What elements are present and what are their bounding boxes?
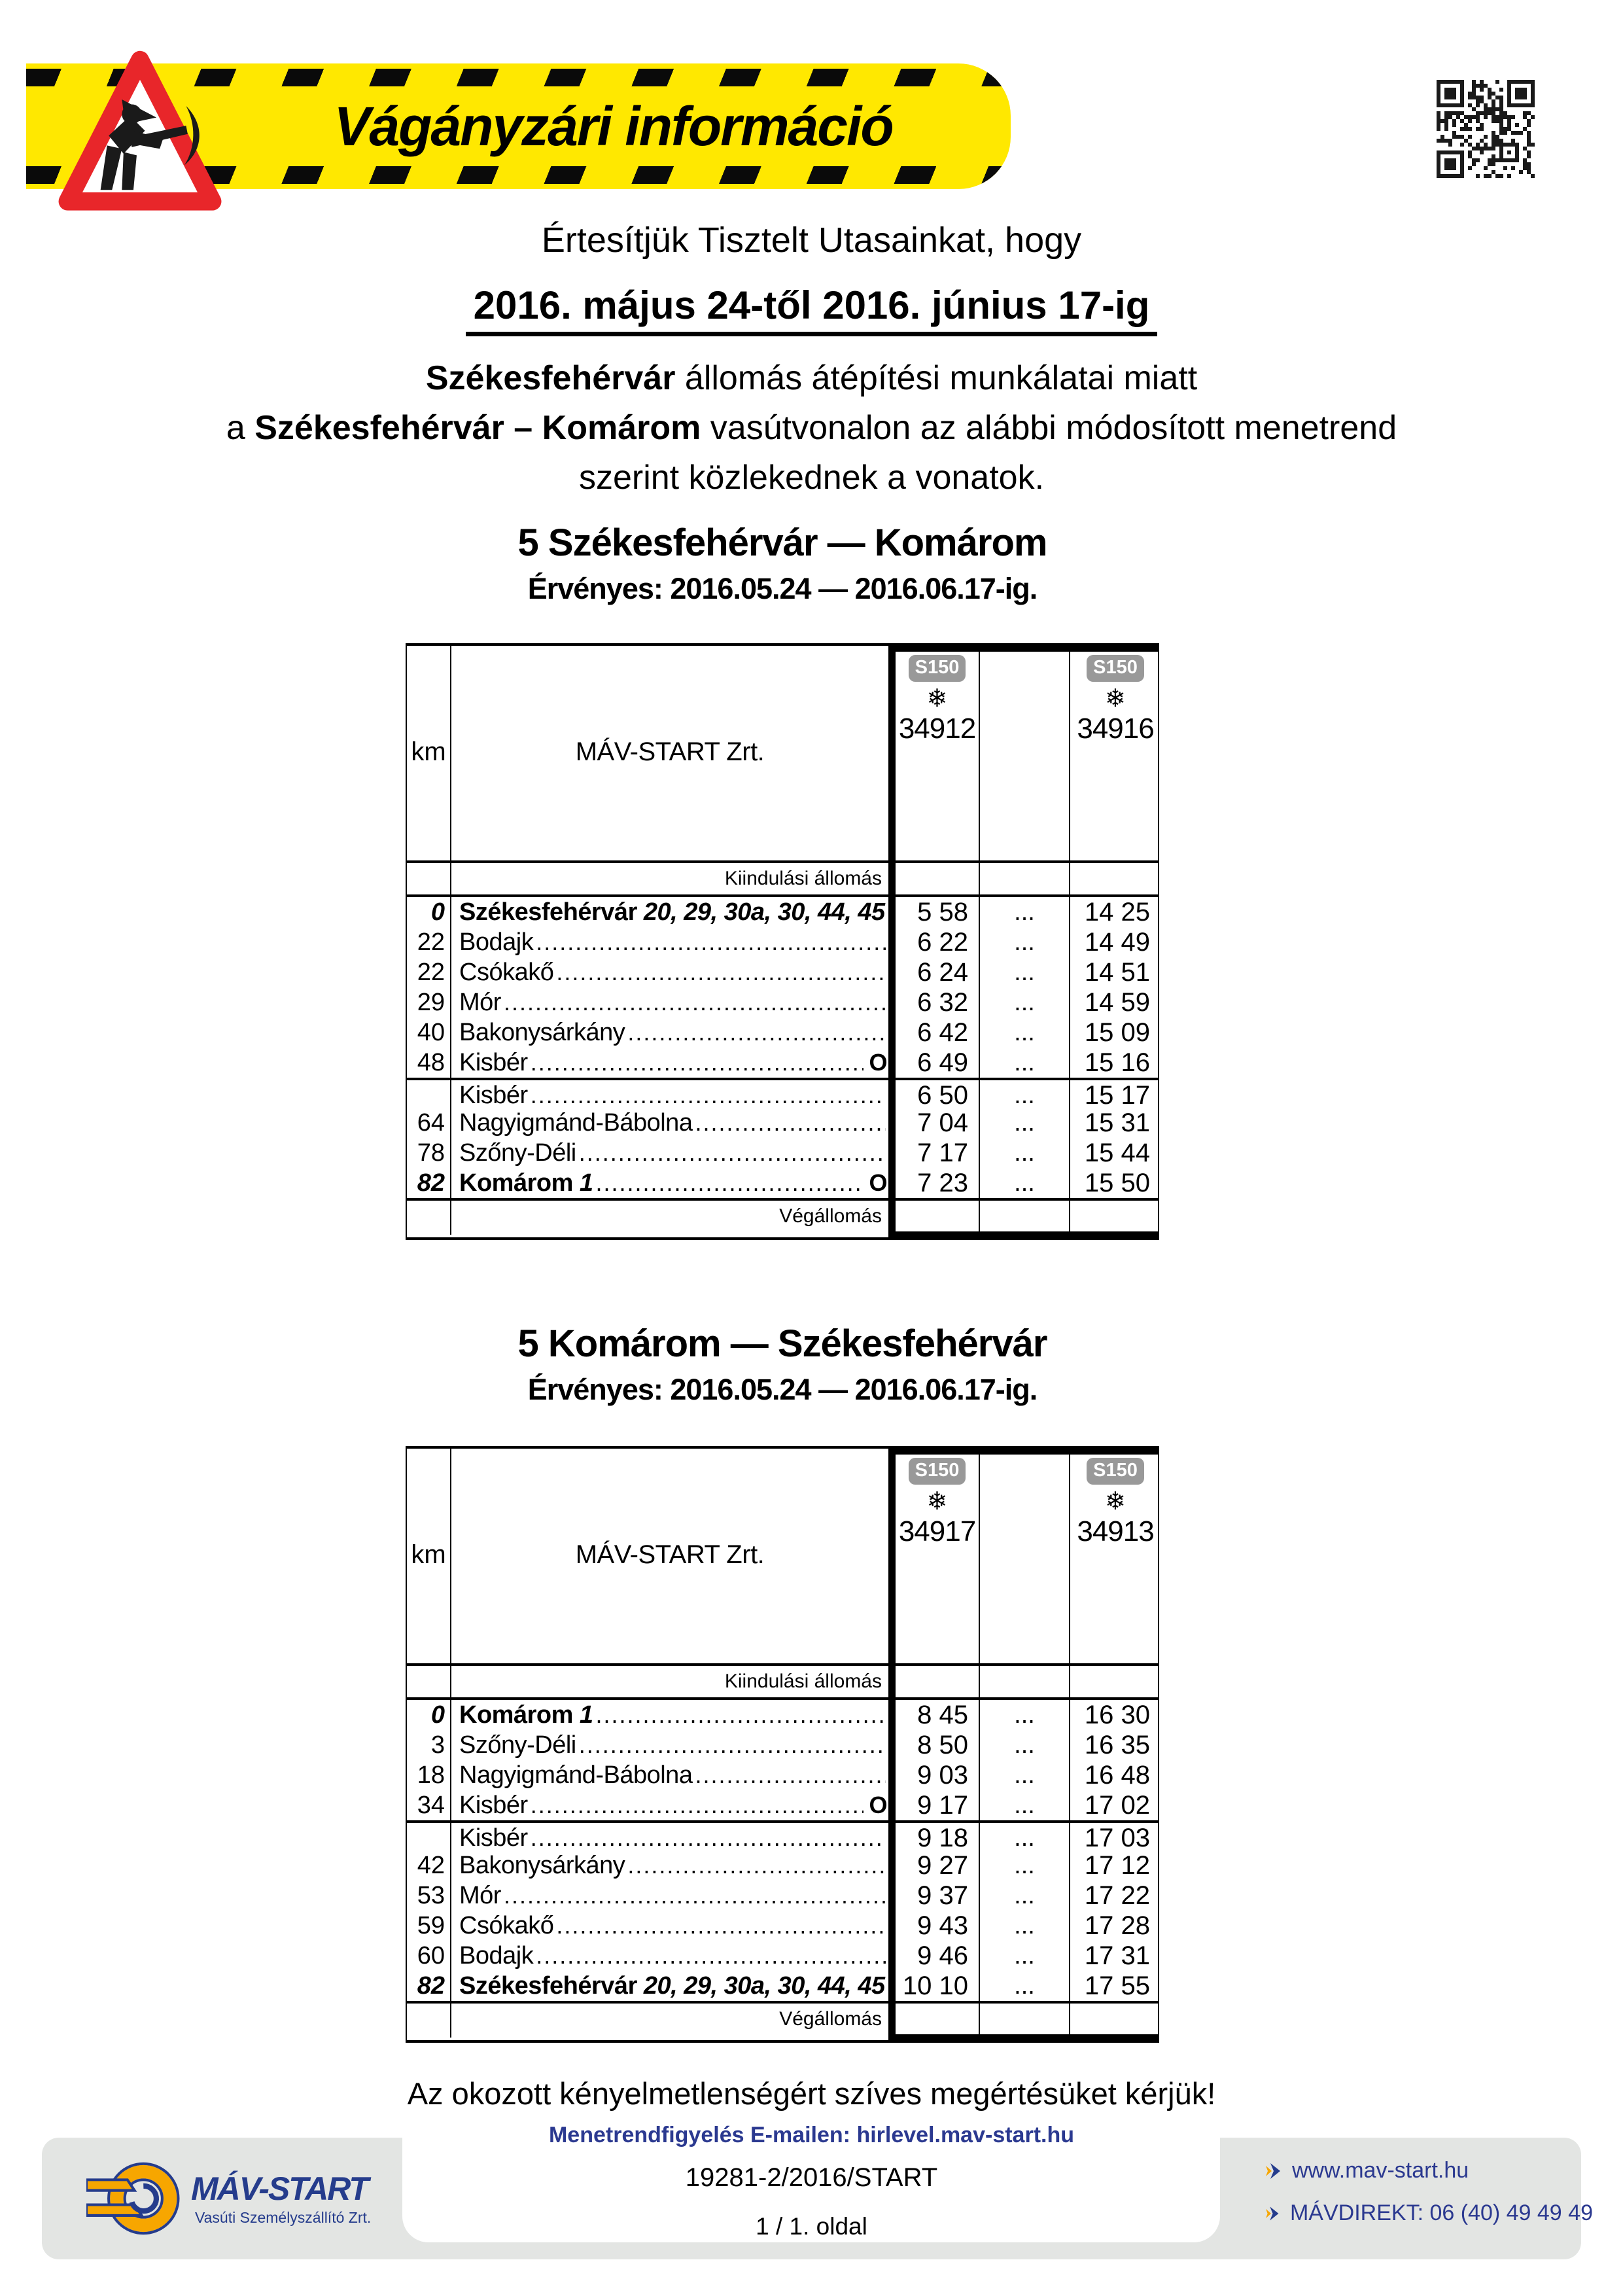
time-train-1: 6 50 [888,1080,980,1108]
dot-leader [695,1108,886,1138]
km-value: 48 [407,1048,451,1078]
station-cell [451,1881,888,1911]
spacer-column-header [980,1446,1070,1663]
spacer-dots: ... [980,1730,1070,1760]
station-cell [451,1730,888,1760]
platform-notes: 1 [579,1701,593,1729]
km-value: 22 [407,927,451,957]
timetable-1-title: 5 Székesfehérvár — Komárom [517,521,1047,564]
spacer-column-header [980,643,1070,860]
stop-marker: O [869,1792,887,1818]
km-value [407,1080,451,1108]
station-cell [451,897,888,927]
website-line: www.mav-start.hu [1266,2158,1593,2183]
line-badge: S150 [909,1458,966,1485]
spacer-dots: ... [980,1823,1070,1850]
spacer-dots: ... [980,1941,1070,1971]
station-row [407,897,1158,927]
train-number: 34916 [1077,713,1154,745]
time-train-2: 16 35 [1084,1731,1150,1759]
km-value: 0 [407,897,451,927]
station-row [407,1760,1158,1790]
station-row [407,1108,1158,1138]
km-value [407,1823,451,1850]
dot-leader [579,1730,886,1760]
station-cell [451,1971,888,2001]
line-badge: S150 [1087,1458,1144,1485]
station-cell [451,1790,888,1820]
station-cell [451,1138,888,1168]
km-value: 22 [407,957,451,987]
station-row [407,927,1158,957]
station-name: Mór [459,989,501,1016]
station-name: Csókakő [459,1912,554,1939]
stop-marker: O [869,1169,887,1196]
timetable-1-validity: Érvényes: 2016.05.24 — 2016.06.17-ig. [527,572,1038,605]
date-range-text: 2016. május 24-től 2016. június 17-ig [466,283,1158,336]
page-indicator: 1 / 1. oldal [756,2213,867,2240]
time-train-2: 14 25 [1084,898,1150,927]
km-value: 29 [407,987,451,1017]
km-value: 82 [407,1168,451,1198]
spacer-dots: ... [980,1168,1070,1198]
origin-row [407,1666,1158,1700]
station-name: Kisbér [459,1824,528,1850]
train-number: 34913 [1077,1515,1154,1547]
time-train-2: 14 49 [1084,928,1150,957]
time-train-1: 9 27 [888,1850,980,1881]
dot-leader [531,1823,886,1850]
dot-leader [695,1760,886,1790]
snowflake-icon: ❄ [1105,1488,1126,1515]
km-value: 3 [407,1730,451,1760]
newsletter-line: Menetrendfigyelés E-mailen: hirlevel.mav-start.hu [548,2123,1075,2147]
km-value: 0 [407,1700,451,1730]
terminus-label: Végállomás [779,2008,882,2030]
logo-title: MÁV-START [191,2170,368,2207]
spacer-dots: ... [980,1850,1070,1881]
operator-header: MÁV-START Zrt. [575,1540,765,1569]
train-column-header [1070,643,1161,860]
document-number: 19281-2/2016/START [685,2163,938,2192]
time-train-2: 15 09 [1084,1018,1150,1047]
station-row [407,1078,1158,1108]
station-cell [451,1168,888,1198]
spacer-dots: ... [980,897,1070,927]
time-train-1: 7 04 [888,1108,980,1138]
dot-leader [556,957,886,987]
chevron-right-icon [1266,2204,1281,2223]
station-cell [451,1048,888,1078]
qr-code-icon [1433,76,1539,182]
timetable-2-title: 5 Komárom — Székesfehérvár [517,1322,1047,1365]
station-name: Nagyigmánd-Bábolna [459,1761,693,1789]
station-row [407,1700,1158,1730]
station-row [407,1941,1158,1971]
time-train-2: 16 48 [1084,1761,1150,1790]
time-train-1: 9 43 [888,1911,980,1941]
train-number: 34912 [898,713,976,745]
train-number: 34917 [898,1515,976,1547]
spacer-dots: ... [980,1080,1070,1108]
time-train-1: 9 03 [888,1760,980,1790]
station-cell [451,1017,888,1048]
station-row [407,1017,1158,1048]
station-row [407,1048,1158,1078]
time-train-1: 9 18 [888,1823,980,1850]
station-cell [451,1700,888,1730]
footer-links [1266,2158,1593,2226]
station-row [407,1730,1158,1760]
spacer-dots: ... [980,1790,1070,1820]
station-cell [451,957,888,987]
dot-leader [531,1790,864,1820]
dot-leader [579,1138,886,1168]
origin-row [407,863,1158,897]
spacer-dots: ... [980,1017,1070,1048]
station-row [407,1790,1158,1820]
banner-title: Vágányzári információ [334,95,893,157]
time-train-2: 16 30 [1084,1701,1150,1729]
line-badge: S150 [1087,655,1144,682]
station-row [407,1138,1158,1168]
station-name: Kisbér [459,1082,528,1108]
train-column-header [888,643,980,860]
station-name: Székesfehérvár [459,898,637,926]
dot-leader [627,1850,886,1881]
dot-leader [596,1168,864,1198]
operator-header: MÁV-START Zrt. [575,737,765,766]
km-column-header: km [407,1446,451,1663]
intro-line-3: szerint közlekednek a vonatok. [578,459,1045,497]
dot-leader [531,1080,886,1108]
spacer-dots: ... [980,1971,1070,2001]
km-value: 78 [407,1138,451,1168]
spacer-dots: ... [980,927,1070,957]
time-train-2: 14 51 [1084,958,1150,987]
station-name: Bakonysárkány [459,1852,625,1879]
station-name: Bodajk [459,1942,534,1969]
station-name: Nagyigmánd-Bábolna [459,1109,693,1137]
km-value: 42 [407,1850,451,1881]
time-train-2: 15 17 [1084,1081,1150,1108]
dot-leader [627,1017,886,1048]
origin-label: Kiindulási állomás [724,868,882,889]
intro-line-2: a Székesfehérvár – Komárom vasútvonalon az alábbi módosított menetrend [226,409,1397,447]
time-train-1: 8 50 [888,1730,980,1760]
station-row [407,957,1158,987]
spacer-dots: ... [980,1108,1070,1138]
time-train-1: 9 17 [888,1790,980,1820]
station-row [407,1911,1158,1941]
platform-notes: 20, 29, 30a, 30, 44, 45 [643,898,885,926]
spacer-dots: ... [980,957,1070,987]
time-train-1: 6 22 [888,927,980,957]
station-row [407,987,1158,1017]
station-cell [451,1941,888,1971]
station-name: Szőny-Déli [459,1139,576,1167]
km-value: 18 [407,1760,451,1790]
time-train-2: 17 03 [1084,1824,1150,1850]
time-train-2: 15 31 [1084,1108,1150,1137]
time-train-1: 6 32 [888,987,980,1017]
time-train-2: 15 16 [1084,1048,1150,1077]
station-row [407,1168,1158,1198]
dot-leader [531,1048,864,1078]
spacer-dots: ... [980,1048,1070,1078]
terminus-label: Végállomás [779,1205,882,1227]
terminus-row [407,1198,1158,1235]
train-column-header [1070,1446,1161,1663]
km-value: 60 [407,1941,451,1971]
apology-line: Az okozott kényelmetlenségért szíves megértésüket kérjük! [407,2076,1216,2111]
station-name: Kisbér [459,1792,528,1819]
station-cell [451,987,888,1017]
station-row [407,1881,1158,1911]
phone-line: MÁVDIREKT: 06 (40) 49 49 49 [1266,2200,1593,2226]
spacer-dots: ... [980,987,1070,1017]
dot-leader [504,987,886,1017]
stop-marker: O [869,1049,887,1076]
time-train-2: 17 02 [1084,1791,1150,1820]
time-train-2: 15 50 [1084,1169,1150,1197]
time-train-2: 14 59 [1084,988,1150,1017]
station-cell [451,1108,888,1138]
platform-notes: 20, 29, 30a, 30, 44, 45 [643,1972,885,2000]
notice-line: Értesítjük Tisztelt Utasainkat, hogy [541,221,1082,260]
chevron-right-icon [1266,2162,1283,2180]
station-name: Komárom [459,1169,573,1197]
station-cell [451,1911,888,1941]
time-train-1: 10 10 [888,1971,980,2001]
table-rows [407,897,1158,1198]
terminus-row [407,2001,1158,2038]
km-value: 64 [407,1108,451,1138]
spacer-dots: ... [980,1760,1070,1790]
timetable-2-validity: Érvényes: 2016.05.24 — 2016.06.17-ig. [527,1373,1038,1406]
intro-line-1: Székesfehérvár állomás átépítési munkálatai miatt [425,359,1198,397]
time-train-2: 17 22 [1084,1881,1150,1910]
station-row [407,1971,1158,2001]
time-train-2: 17 31 [1084,1941,1150,1970]
km-column-header: km [407,643,451,860]
time-train-1: 6 42 [888,1017,980,1048]
time-train-2: 15 44 [1084,1139,1150,1167]
snowflake-icon: ❄ [926,685,948,713]
snowflake-icon: ❄ [926,1488,948,1515]
time-train-1: 7 23 [888,1168,980,1198]
time-train-2: 17 12 [1084,1851,1150,1880]
timetable-1 [406,643,1159,1240]
intro-paragraph [0,353,1623,503]
km-value: 59 [407,1911,451,1941]
time-train-1: 6 49 [888,1048,980,1078]
time-train-1: 7 17 [888,1138,980,1168]
station-cell [451,1760,888,1790]
table-header-row [407,643,1158,863]
spacer-dots: ... [980,1138,1070,1168]
station-cell [451,1850,888,1881]
station-name: Bodajk [459,928,534,956]
time-train-1: 6 24 [888,957,980,987]
station-cell [451,927,888,957]
time-train-2: 17 55 [1084,1971,1150,2000]
station-name: Bakonysárkány [459,1019,625,1046]
table-rows [407,1700,1158,2001]
station-name: Kisbér [459,1049,528,1076]
table-header-row [407,1446,1158,1666]
date-range [0,283,1623,336]
train-column-header [888,1446,980,1663]
dot-leader [536,927,886,957]
time-train-1: 9 46 [888,1941,980,1971]
dot-leader [536,1941,886,1971]
station-cell [451,1823,888,1850]
spacer-dots: ... [980,1700,1070,1730]
km-value: 34 [407,1790,451,1820]
km-value: 82 [407,1971,451,2001]
logo-subtitle: Vasúti Személyszállító Zrt. [195,2208,372,2226]
dot-leader [556,1911,886,1941]
station-row [407,1820,1158,1850]
line-badge: S150 [909,655,966,682]
station-name: Szőny-Déli [459,1731,576,1759]
station-cell [451,1080,888,1108]
time-train-1: 5 58 [888,897,980,927]
snowflake-icon: ❄ [1105,685,1126,713]
origin-label: Kiindulási állomás [724,1670,882,1692]
time-train-1: 8 45 [888,1700,980,1730]
dot-leader [504,1881,886,1911]
station-name: Székesfehérvár [459,1972,637,2000]
km-value: 53 [407,1881,451,1911]
spacer-dots: ... [980,1911,1070,1941]
dot-leader [596,1700,886,1730]
time-train-2: 17 28 [1084,1911,1150,1940]
roadworks-warning-icon [58,48,222,224]
station-row [407,1850,1158,1881]
platform-notes: 1 [579,1169,593,1197]
km-value: 40 [407,1017,451,1048]
station-name: Mór [459,1882,501,1909]
station-name: Csókakő [459,959,554,986]
timetable-2 [406,1446,1159,2043]
spacer-dots: ... [980,1881,1070,1911]
time-train-1: 9 37 [888,1881,980,1911]
station-name: Komárom [459,1701,573,1729]
